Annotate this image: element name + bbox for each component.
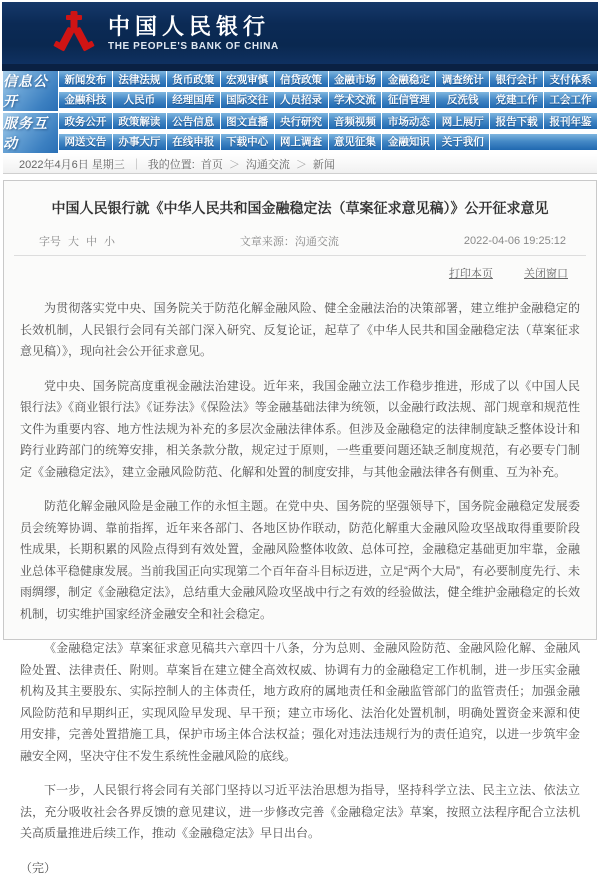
article-actions (4, 256, 596, 283)
nav-item[interactable]: 支付体系 (544, 71, 597, 87)
nav-item[interactable]: 货币政策 (167, 71, 220, 87)
print-page-link[interactable]: 打印本页 (448, 268, 493, 280)
nav-item[interactable]: 人员招录 (275, 92, 328, 108)
nav-item[interactable]: 图文直播 (221, 113, 274, 129)
nav-item[interactable]: 经理国库 (167, 92, 220, 108)
nav-section-info (3, 71, 597, 111)
article-body (4, 283, 596, 889)
breadcrumb-page-link[interactable]: 新闻 (312, 158, 335, 171)
nav-section-service (3, 113, 597, 153)
breadcrumb (3, 154, 597, 174)
font-size-medium[interactable]: 中 (86, 236, 97, 248)
paragraph: 防范化解金融风险是金融工作的永恒主题。在党中央、国务院的坚强领导下，国务院金融稳定发展委员会统筹协调、靠前指挥，近年来各部门、各地区协作联动，防范化解重大金融风险攻坚战取得重要阶段性成果，长期积累的风险点得到有效处置，金融风险整体收敛、总体可控，金融稳定基础更加牢靠，金融业总体平稳健康发展。当前我国正向实现第二个百年奋斗目标迈进，立足“两个大局”，有必要制度先行、未雨绸缪，制定《金融稳定法》，总结重大金融风险攻坚战中行之有效的经验做法，健全维护金融稳定的长效机制，切实维护国家经济金融安全和社会稳定。 (20, 499, 580, 621)
main-navigation (3, 71, 597, 153)
nav-item[interactable]: 金融知识 (382, 134, 435, 150)
bank-title-en: THE PEOPLE'S BANK OF CHINA (108, 40, 279, 52)
nav-item[interactable]: 报告下载 (490, 113, 543, 129)
paragraph: 为贯彻落实党中央、国务院关于防范化解金融风险、健全金融法治的决策部署，建立维护金融稳定的长效机制，人民银行会同有关部门深入研究、反复论证，起草了《中华人民共和国金融稳定法（草案征求意见稿）》，现向社会公开征求意见。 (20, 301, 580, 358)
article-container (3, 180, 597, 875)
font-size-label: 字号 (39, 236, 61, 248)
nav-item[interactable]: 央行研究 (275, 113, 328, 129)
source-label: 文章来源： (239, 236, 295, 248)
nav-item[interactable]: 人民币 (113, 92, 166, 108)
nav-item[interactable]: 办事大厅 (113, 134, 166, 150)
location-label: 我的位置: (147, 158, 195, 171)
nav-item[interactable]: 在线申报 (167, 134, 220, 150)
nav-grid (59, 113, 597, 153)
nav-item[interactable]: 网上展厅 (436, 113, 489, 129)
nav-item[interactable]: 调查统计 (436, 71, 489, 87)
nav-item[interactable]: 学术交流 (329, 92, 382, 108)
source-value: 沟通交流 (294, 236, 339, 248)
paragraph: 《金融稳定法》草案征求意见稿共六章四十八条，分为总则、金融风险防范、金融风险化解、金融风险处置、法律责任、附则。草案旨在建立健全高效权威、协调有力的金融稳定工作机制，进一步压实金融机构及其主要股东、实际控制人的主体责任，地方政府的属地责任和金融监管部门的监管责任；加强金融风险防范和早期纠正，实现风险早发现、早干预；建立市场化、法治化处置机制，明确处置资金来源和使用安排，完善处置措施工具，保护市场主体合法权益；强化对违法违规行为的责任追究，以进一步筑牢金融安全网，坚决守住不发生系统性金融风险的底线。 (20, 641, 580, 763)
nav-item[interactable]: 政策解读 (113, 113, 166, 129)
nav-grid (59, 71, 597, 111)
nav-item[interactable]: 网送文告 (59, 134, 112, 150)
nav-item[interactable]: 反洗钱 (436, 92, 489, 108)
nav-item[interactable]: 国际交往 (221, 92, 274, 108)
nav-label-info-disclosure: 信息公开 (3, 71, 58, 111)
breadcrumb-home-link[interactable]: 首页 (200, 158, 223, 171)
nav-item[interactable]: 法律法规 (113, 71, 166, 87)
breadcrumb-section-link[interactable]: 沟通交流 (245, 158, 290, 171)
nav-item[interactable]: 信贷政策 (275, 71, 328, 87)
nav-item[interactable]: 征信管理 (382, 92, 435, 108)
nav-item[interactable]: 金融科技 (59, 92, 112, 108)
chevron-right-icon: ＞ (228, 158, 240, 171)
nav-item[interactable]: 工会工作 (544, 92, 597, 108)
paragraph: 党中央、国务院高度重视金融法治建设。近年来，我国金融立法工作稳步推进，形成了以《中国人民银行法》《商业银行法》《证券法》《保险法》等金融基础法律为统领，以金融行政法规、部门规章和规范性文件为重要内容、地方性法规为补充的多层次金融法律体系。但涉及金融稳定的法律制度缺乏整体设计和跨行业跨部门的统筹安排，相关条款分散，规定过于原则，一些重要问题还缺乏制度规范，有必要专门制定《金融稳定法》，建立金融风险防范、化解和处置的制度安排，与其他金融法律各有侧重、互为补充。 (20, 378, 580, 479)
nav-item[interactable]: 银行会计 (490, 71, 543, 87)
nav-item[interactable]: 金融市场 (329, 71, 382, 87)
chevron-right-icon: ＞ (295, 158, 307, 171)
nav-item[interactable]: 政务公开 (59, 113, 112, 129)
paragraph: 下一步，人民银行将会同有关部门坚持以习近平法治思想为指导，坚持科学立法、民主立法、依法立法，充分吸收社会各界反馈的意见建议，进一步修改完善《金融稳定法》草案，按照立法程序配合立法机关高质量推进后续工作，推动《金融稳定法》早日出台。 (20, 783, 580, 840)
close-window-link[interactable]: 关闭窗口 (524, 268, 568, 280)
nav-item[interactable]: 宏观审慎 (221, 71, 274, 87)
nav-item[interactable]: 意见征集 (329, 134, 382, 150)
nav-item[interactable]: 新闻发布 (59, 71, 112, 87)
nav-filler (490, 134, 597, 150)
banner-divider (2, 64, 598, 71)
nav-item[interactable]: 音频视频 (329, 113, 382, 129)
font-size-small[interactable]: 小 (104, 236, 115, 248)
current-date: 2022年4月6日 星期三 (19, 158, 125, 171)
nav-item[interactable]: 报刊年鉴 (544, 113, 597, 129)
publish-datetime: 2022-04-06 19:25:12 (463, 235, 566, 247)
top-banner (2, 2, 598, 64)
nav-label-service-interaction: 服务互动 (3, 113, 58, 153)
nav-item[interactable]: 金融稳定 (382, 71, 435, 87)
article-title: 中国人民银行就《中华人民共和国金融稳定法（草案征求意见稿）》公开征求意见 (51, 202, 549, 217)
nav-item[interactable]: 下载中心 (221, 134, 274, 150)
nav-item[interactable]: 关于我们 (436, 134, 489, 150)
bank-title-cn: 中国人民银行 (108, 13, 271, 40)
article-meta-bar (14, 233, 586, 256)
font-size-large[interactable]: 大 (68, 236, 79, 248)
nav-item[interactable]: 党建工作 (490, 92, 543, 108)
nav-item[interactable]: 公告信息 (167, 113, 220, 129)
article-end-mark: （完） (20, 860, 57, 875)
pboc-logo-icon (52, 10, 96, 56)
pipe-separator: ｜ (130, 158, 142, 171)
nav-item[interactable]: 网上调查 (275, 134, 328, 150)
nav-item[interactable]: 市场动态 (382, 113, 435, 129)
